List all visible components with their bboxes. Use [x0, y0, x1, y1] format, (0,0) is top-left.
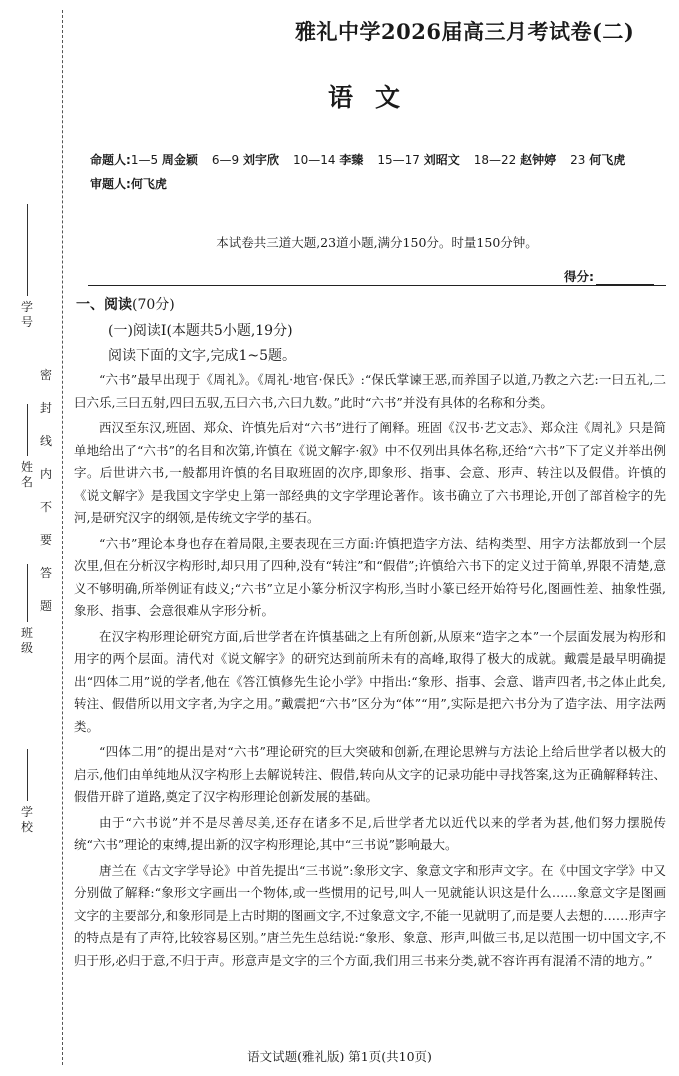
section-heading [76, 294, 175, 314]
class-blank [27, 564, 28, 622]
page-footer: 语文试题(雅礼版) 第1页(共10页) [247, 1049, 432, 1064]
passage-paragraph: “六书”最早出现于《周礼》。《周礼·地官·保氏》:“保氏掌谏王恶,而养国子以道,乃教之六艺:一曰五礼,二曰六乐,三曰五射,四曰五驭,五曰六书,六曰九数。”此时“六书”并没有具体的名称和分类。 [74, 372, 666, 410]
passage-paragraph: 唐兰在《古文字学导论》中首先提出“三书说”:象形文字、象意文字和形声文字。在《中国文字学》中又分别做了解释:“象形文字画出一个物体,或一些惯用的记号,叫人一见就能认识这是什么……象意文字是图画文字的主要部分,和象形同是上古时期的图画文字,不过象意文字,不能一见就明了,而是要人去想的……形声字的特点是有了声符,比较容易区别。”唐兰先生总结说:“象形、象意、形声,叫做三书,足以范围一切中国文字,不归于形,必归于意,不归于声。形意声是文字的三个方面,我们用三书来分类,就不容许再有混淆不清的地方。” [74, 862, 666, 968]
subject-title: 语文 [328, 83, 423, 112]
section-points: (70分) [132, 297, 175, 313]
exam-instructions: 本试卷共三道大题,23道小题,满分150分。时量150分钟。 [216, 235, 538, 250]
setter-entry: 1—5 周金颖 [130, 153, 198, 167]
setter-entry: 10—14 李臻 [293, 153, 364, 167]
binding-margin [0, 0, 80, 1076]
passage-paragraph: 由于“六书说”并不是尽善尽美,还存在诸多不足,后世学者尤以近代以来的学者为甚,他们努力摆脱传统“六书”理论的束缚,提出新的汉字构形理论,其中“三书说”影响最大。 [74, 814, 666, 852]
reading-passage [74, 369, 666, 975]
setters-line [90, 148, 666, 172]
name-field[interactable] [16, 400, 38, 490]
reading-directions: 阅读下面的文字,完成1~5题。 [108, 348, 296, 364]
header-divider [88, 285, 666, 286]
seal-warning-text: 密 封 线 内 不 要 答 题 [39, 368, 52, 613]
school-label: 学 校 [20, 805, 33, 834]
score-label: 得分: [564, 269, 594, 284]
name-label: 姓 名 [20, 460, 33, 489]
class-field[interactable] [16, 560, 38, 656]
section-title: 一、阅读 [76, 297, 132, 313]
passage-paragraph: 西汉至东汉,班固、郑众、许慎先后对“六书”进行了阐释。班固《汉书·艺文志》、郑众注《周礼》只是简单地给出了“六书”的名目和次第,许慎在《说文解字·叙》中不仅列出具体名称,还给“六书”下了定义并举出例字。后世讲六书,一般都用许慎的名目取班固的次序,即象形、指事、会意、形声、转注以及假借。许慎的《说文解字》是我国文字学史上第一部经典的文字学理论著作。该书确立了六书理论,开创了部首检字的先河,是研究汉字的纲领,是传统文字学的基石。 [74, 420, 666, 525]
reviewer-name: 何飞虎 [130, 177, 167, 191]
passage-paragraph: “六书”理论本身也存在着局限,主要表现在三方面:许慎把造字方法、结构类型、用字方法都放到一个层次里,但在分析汉字构形时,却只用了四种,没有“转注”和“假借”;许慎给六书下的定义过于简单,界限不清楚,意义不够明确,所举例证有歧义;“六书”立足小篆分析汉字构形,当时小篆已经开始符号化,图画性差、抽象性强,象形、指事、会意很难从字形分析。 [74, 535, 666, 618]
setters-label: 命题人: [90, 153, 131, 167]
class-label: 班 级 [20, 626, 33, 655]
reviewer-label: 审题人: [90, 177, 131, 191]
student-id-blank [27, 204, 28, 296]
name-blank [27, 404, 28, 456]
score-blank[interactable] [596, 272, 654, 285]
school-title: 雅礼中学2026届高三月考试卷(二) [295, 19, 635, 44]
setter-entry: 15—17 刘昭文 [377, 153, 460, 167]
authors-block [90, 148, 666, 196]
reviewer-line [90, 172, 666, 196]
student-id-label: 学 号 [20, 300, 33, 329]
score-box[interactable] [564, 267, 654, 285]
student-id-field[interactable] [16, 200, 38, 330]
subsection-heading: (一)阅读Ⅰ(本题共5小题,19分) [108, 323, 293, 339]
school-blank [27, 749, 28, 801]
passage-paragraph: “四体二用”的提出是对“六书”理论研究的巨大突破和创新,在理论思辨与方法论上给后世学者以极大的启示,他们由单纯地从汉字构形上去解说转注、假借,转向从文字的记录功能中寻找答案,这为正确解释转注、假借开辟了道路,奠定了汉字构形理论创新发展的基础。 [74, 744, 666, 804]
passage-paragraph: 在汉字构形理论研究方面,后世学者在许慎基础之上有所创新,从原来“造字之本”一个层面发展为构形和用字的两个层面。清代对《说文解字》的研究达到前所未有的高峰,取得了极大的成就。戴震是最早明确提出“四体二用”说的学者,他在《答江慎修先生论小学》中指出:“象形、指事、会意、谐声四者,书之体止此矣,转注、假借所以用文字者,为字之用。”戴震把“六书”区分为“体”“用”,实际是把六书分为了造字法、用字法两类。 [74, 628, 666, 734]
setter-entry: 18—22 赵钟婷 [473, 153, 557, 167]
setter-entry: 23 何飞虎 [570, 153, 626, 167]
school-field[interactable] [16, 745, 38, 835]
seal-line [62, 10, 63, 1065]
setter-entry: 6—9 刘宇欣 [211, 153, 280, 167]
